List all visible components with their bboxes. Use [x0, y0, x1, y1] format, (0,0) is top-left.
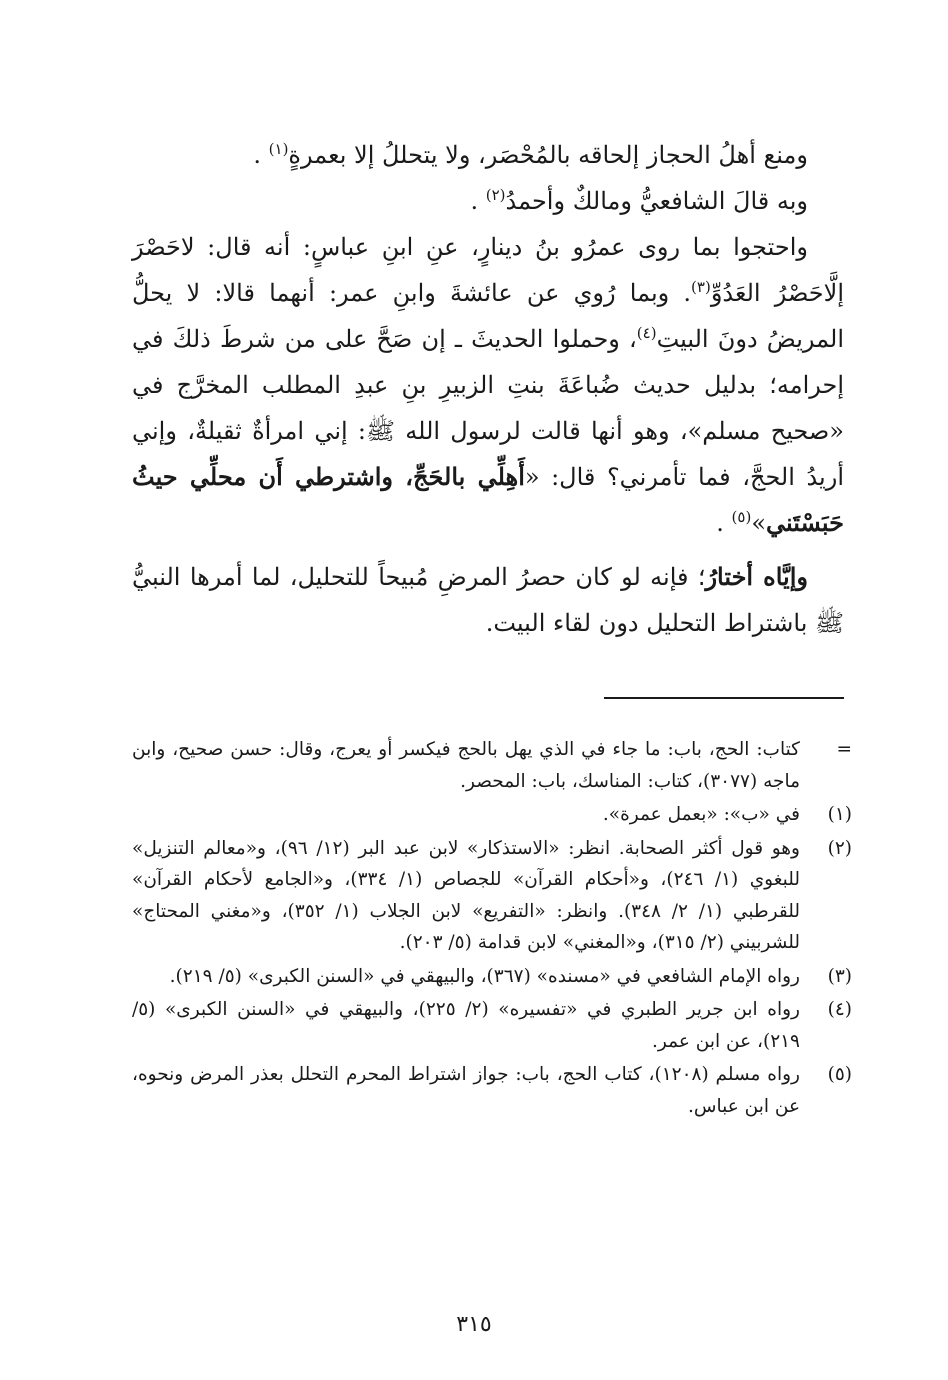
paragraph-3-part-c: ، وحملوا الحديثَ ـ إن صَحَّ على من شرطَ ذلكَ في إحرامه؛ بدليل حديث ضُباعَةَ بنتِ الزبيرِ بنِ عبدِ المطلب المخرَّج في «صحيح مسلم»، وهو أنها قالت لرسول الله ﷺ: إني امرأةٌ ثقيلةٌ، وإني أريدُ الحجَّ، فما تأمرني؟ قال: «: [132, 325, 844, 491]
quote-close: »: [751, 509, 767, 537]
footnote-3: [132, 961, 852, 993]
footnote-ref-5[interactable]: (٥): [731, 508, 752, 526]
footnotes: [132, 734, 852, 1124]
paragraph-4: [132, 554, 844, 646]
footnote-number: (٥): [827, 1064, 852, 1085]
footnote-2: [132, 833, 852, 959]
footnote-1: [132, 799, 852, 831]
footnote-number: (١): [827, 804, 852, 825]
hadith-quote: أَهِلِّي بالحَجِّ، واشترطي أَن محلِّي حيثُ حَبَسْتَني: [132, 462, 844, 537]
footnote-number: (٣): [827, 965, 852, 987]
footnote-ref-4[interactable]: (٤): [636, 324, 657, 342]
paragraph-1-text: ومنع أهلُ الحجاز إلحاقه بالمُحْصَر، ولا يتحللُ إلا بعمرةٍ: [288, 141, 808, 169]
author-choice: وإيَّاه أختارُ: [705, 562, 808, 591]
footnote-separator: [604, 697, 844, 699]
paragraph-3: [132, 224, 844, 546]
paragraph-4-text: ؛ فإنه لو كان حصرُ المرضِ مُبيحاً للتحليل، لما أمرها النبيُّ ﷺ باشتراط التحليل دون لقاء البيت.: [132, 563, 844, 637]
paragraph-2: [132, 178, 844, 224]
footnote-4: [132, 994, 852, 1057]
paragraph-1: [132, 132, 844, 178]
paragraph-2-text: وبه قالَ الشافعيُّ ومالكٌ وأحمدُ: [505, 187, 808, 215]
footnote-ref-3[interactable]: (٣): [691, 278, 711, 296]
footnote-ref-1[interactable]: (١): [268, 140, 289, 158]
footnote-text: وهو قول أكثر الصحابة. انظر: «الاستذكار» لابن عبد البر (١٢/ ٩٦)، و«معالم التنزيل» للبغوي (١/ ٢٤٦)، و«أحكام القرآن» للجصاص (١/ ٣٣٤)، و«الجامع لأحكام القرآن» للقرطبي (١/ ٢/ ٣٤٨). وانظر: «التفريع» لابن الجلاب (١/ ٣٥٢)، و«مغني المحتاج» للشربيني (٢/ ٣١٥)، و«المغني» لابن قدامة (٥/ ٢٠٣).: [132, 837, 801, 953]
footnote-number: (٤): [827, 999, 852, 1020]
paragraph-3-end: .: [716, 509, 724, 537]
footnote-text: في «ب»: «بعمل عمرة».: [602, 804, 800, 825]
paragraph-3-part-a: واحتجوا بما روى عمرُو بنُ دينارٍ، عنِ ابنِ عباسٍ: أنه قال: لاحَصْرَ إلَّاحَصْرُ العَدُوِّ: [132, 233, 844, 307]
page-number: ٣١٥: [456, 1312, 492, 1337]
paragraph-1-end: .: [253, 141, 261, 169]
footnote-number: =: [836, 739, 852, 760]
footnote-text: رواه ابن جرير الطبري في «تفسيره» (٢/ ٢٢٥)، والبيهقي في «السنن الكبرى» (٥/ ٢١٩)، عن ابن عمر.: [132, 999, 800, 1052]
footnote-number: (٢): [827, 837, 852, 859]
footnote-continued: [132, 734, 852, 797]
footnote-text: رواه مسلم (١٢٠٨)، كتاب الحج، باب: جواز اشتراط المحرم التحلل بعذر المرض ونحوه، عن ابن عباس.: [132, 1064, 800, 1117]
footnote-ref-2[interactable]: (٢): [485, 186, 506, 204]
paragraph-2-end: .: [470, 187, 479, 215]
footnote-text: رواه الإمام الشافعي في «مسنده» (٣٦٧)، والبيهقي في «السنن الكبرى» (٥/ ٢١٩).: [169, 965, 800, 987]
main-text: [132, 132, 844, 646]
footnote-5: [132, 1059, 852, 1122]
paragraph-3-part-b: . وبما رُوي عن عائشةَ وابنِ عمر: أنهما قالا: لا يحلُّ المريضُ دونَ البيتِ: [132, 279, 844, 353]
footnote-text: كتاب: الحج، باب: ما جاء في الذي يهل بالحج فيكسر أو يعرج، وقال: حسن صحيح، وابن ماجه (٣٠٧٧)، كتاب: المناسك، باب: المحصر.: [132, 739, 800, 792]
